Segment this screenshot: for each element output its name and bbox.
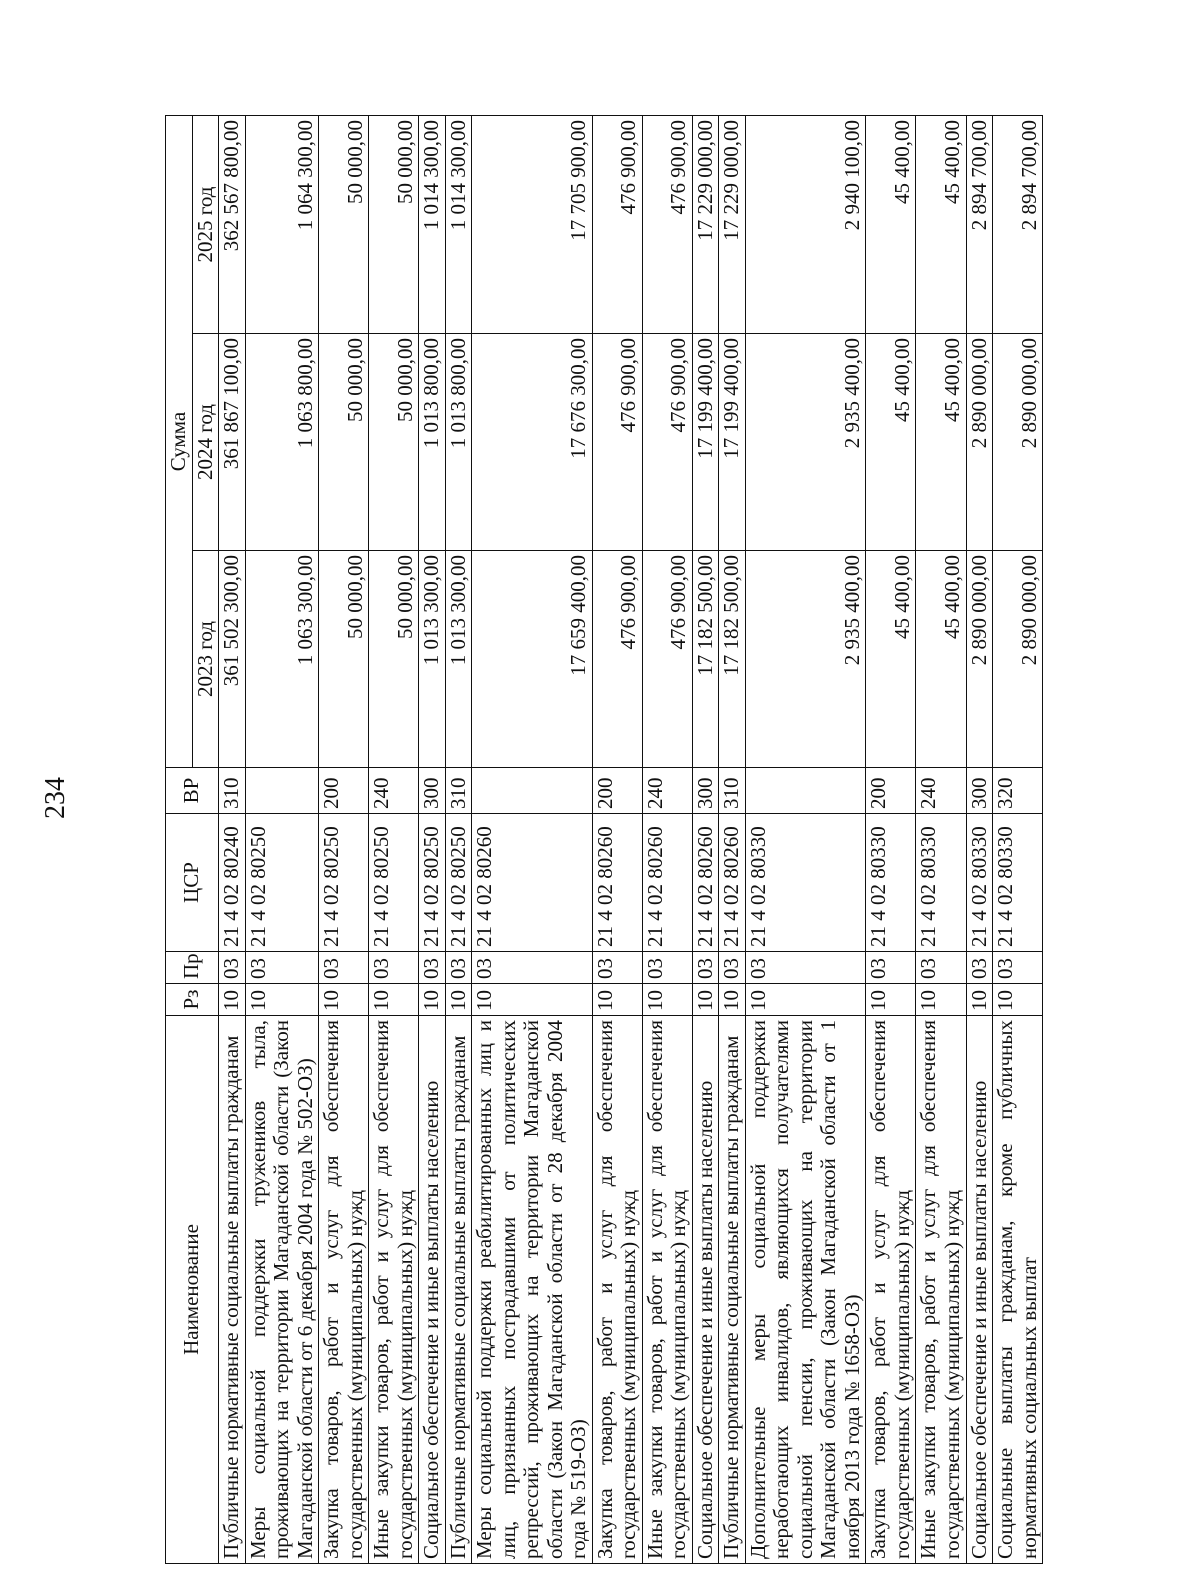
cell-csr: 21 4 02 80330	[866, 814, 916, 952]
cell-vr: 200	[592, 768, 642, 814]
cell-vr: 240	[642, 768, 692, 814]
cell-pr: 03	[866, 952, 916, 984]
budget-table	[165, 115, 1043, 1564]
cell-pr: 03	[472, 952, 593, 984]
cell-pr: 03	[445, 952, 472, 984]
cell-2024: 17 199 400,00	[719, 334, 746, 551]
cell-2024: 1 063 800,00	[245, 334, 319, 551]
header-rz: Рз	[166, 984, 219, 1016]
cell-rz: 10	[445, 984, 472, 1016]
cell-2024: 45 400,00	[866, 334, 916, 551]
table-row	[642, 115, 692, 1563]
cell-vr: 300	[966, 768, 993, 814]
cell-csr: 21 4 02 80260	[692, 814, 719, 952]
table-row	[866, 115, 916, 1563]
cell-rz: 10	[642, 984, 692, 1016]
cell-2024: 476 900,00	[592, 334, 642, 551]
cell-2024: 2 890 000,00	[966, 334, 993, 551]
cell-csr: 21 4 02 80260	[719, 814, 746, 952]
cell-2024: 50 000,00	[369, 334, 419, 551]
cell-rz: 10	[916, 984, 966, 1016]
table-row	[993, 115, 1043, 1563]
cell-2023: 17 182 500,00	[692, 551, 719, 768]
cell-pr: 03	[592, 952, 642, 984]
cell-csr: 21 4 02 80260	[472, 814, 593, 952]
table-row	[369, 115, 419, 1563]
cell-2023: 2 935 400,00	[745, 551, 866, 768]
cell-name: Дополнительные меры социальной поддержки неработающих инвалидов, являющихся получателями социальной пенсии, проживающих на территории Магаданской области (Закон Магаданской области от 1 ноября 2013 года № 1658-ОЗ)	[745, 1016, 866, 1564]
table-row	[319, 115, 369, 1563]
cell-pr: 03	[692, 952, 719, 984]
cell-rz: 10	[692, 984, 719, 1016]
table-row	[916, 115, 966, 1563]
cell-2023: 50 000,00	[369, 551, 419, 768]
header-pr: Пр	[166, 952, 219, 984]
cell-vr: 240	[369, 768, 419, 814]
cell-rz: 10	[319, 984, 369, 1016]
cell-name: Публичные нормативные социальные выплаты гражданам	[719, 1016, 746, 1564]
cell-2024: 2 890 000,00	[993, 334, 1043, 551]
cell-2024: 17 199 400,00	[692, 334, 719, 551]
table-row	[745, 115, 866, 1563]
table-row	[472, 115, 593, 1563]
cell-2025: 1 014 300,00	[445, 115, 472, 333]
cell-2024: 361 867 100,00	[219, 334, 246, 551]
cell-2023: 476 900,00	[642, 551, 692, 768]
cell-csr: 21 4 02 80250	[319, 814, 369, 952]
cell-vr	[472, 768, 593, 814]
cell-2024: 50 000,00	[319, 334, 369, 551]
cell-2025: 45 400,00	[916, 115, 966, 333]
cell-2023: 1 013 300,00	[419, 551, 446, 768]
header-row	[166, 115, 193, 1563]
header-year-2024: 2024 год	[192, 334, 219, 551]
cell-csr: 21 4 02 80330	[745, 814, 866, 952]
cell-2025: 362 567 800,00	[219, 115, 246, 333]
cell-2025: 1 064 300,00	[245, 115, 319, 333]
cell-vr	[245, 768, 319, 814]
cell-name: Меры социальной поддержки реабилитированных лиц и лиц, признанных пострадавшими от политических репрессий, проживающих на территории Магаданской области (Закон Магаданской области от 28 декабря 2004 года № 519-ОЗ)	[472, 1016, 593, 1564]
cell-2025: 45 400,00	[866, 115, 916, 333]
table-row	[692, 115, 719, 1563]
cell-2025: 476 900,00	[592, 115, 642, 333]
table-row	[445, 115, 472, 1563]
header-vr: ВР	[166, 768, 219, 814]
cell-name: Иные закупки товаров, работ и услуг для обеспечения государственных (муниципальных) нужд	[642, 1016, 692, 1564]
cell-2025: 50 000,00	[319, 115, 369, 333]
cell-2023: 45 400,00	[916, 551, 966, 768]
cell-2025: 2 894 700,00	[993, 115, 1043, 333]
cell-csr: 21 4 02 80260	[592, 814, 642, 952]
cell-vr	[745, 768, 866, 814]
cell-vr: 310	[219, 768, 246, 814]
cell-name: Иные закупки товаров, работ и услуг для обеспечения государственных (муниципальных) нужд	[369, 1016, 419, 1564]
cell-name: Закупка товаров, работ и услуг для обеспечения государственных (муниципальных) нужд	[592, 1016, 642, 1564]
cell-name: Социальные выплаты гражданам, кроме публичных нормативных социальных выплат	[993, 1016, 1043, 1564]
cell-2025: 17 229 000,00	[719, 115, 746, 333]
cell-2023: 17 659 400,00	[472, 551, 593, 768]
cell-csr: 21 4 02 80330	[993, 814, 1043, 952]
cell-2025: 17 705 900,00	[472, 115, 593, 333]
cell-vr: 310	[719, 768, 746, 814]
cell-rz: 10	[966, 984, 993, 1016]
cell-2024: 1 013 800,00	[419, 334, 446, 551]
header-sum: Сумма	[166, 115, 193, 767]
cell-rz: 10	[245, 984, 319, 1016]
cell-2023: 17 182 500,00	[719, 551, 746, 768]
cell-name: Социальное обеспечение и иные выплаты населению	[419, 1016, 446, 1564]
cell-2023: 1 013 300,00	[445, 551, 472, 768]
table-row	[419, 115, 446, 1563]
table-row	[245, 115, 319, 1563]
cell-vr: 200	[319, 768, 369, 814]
cell-2025: 50 000,00	[369, 115, 419, 333]
cell-name: Социальное обеспечение и иные выплаты населению	[966, 1016, 993, 1564]
cell-2025: 1 014 300,00	[419, 115, 446, 333]
cell-2023: 476 900,00	[592, 551, 642, 768]
cell-vr: 200	[866, 768, 916, 814]
cell-pr: 03	[219, 952, 246, 984]
cell-rz: 10	[472, 984, 593, 1016]
cell-2025: 476 900,00	[642, 115, 692, 333]
cell-pr: 03	[642, 952, 692, 984]
table-body	[219, 115, 1043, 1563]
cell-vr: 310	[445, 768, 472, 814]
cell-rz: 10	[369, 984, 419, 1016]
cell-name: Социальное обеспечение и иные выплаты населению	[692, 1016, 719, 1564]
cell-csr: 21 4 02 80240	[219, 814, 246, 952]
cell-name: Меры социальной поддержки тружеников тыла, проживающих на территории Магаданской области (Закон Магаданской области от 6 декабря 2004 года № 502-ОЗ)	[245, 1016, 319, 1564]
cell-rz: 10	[719, 984, 746, 1016]
table-row	[219, 115, 246, 1563]
cell-2023: 50 000,00	[319, 551, 369, 768]
cell-pr: 03	[916, 952, 966, 984]
cell-2024: 45 400,00	[916, 334, 966, 551]
cell-2025: 2 894 700,00	[966, 115, 993, 333]
cell-2023: 45 400,00	[866, 551, 916, 768]
cell-pr: 03	[745, 952, 866, 984]
table-row	[592, 115, 642, 1563]
cell-csr: 21 4 02 80250	[245, 814, 319, 952]
cell-2024: 17 676 300,00	[472, 334, 593, 551]
cell-pr: 03	[993, 952, 1043, 984]
cell-pr: 03	[245, 952, 319, 984]
cell-2025: 17 229 000,00	[692, 115, 719, 333]
cell-name: Публичные нормативные социальные выплаты гражданам	[445, 1016, 472, 1564]
cell-rz: 10	[419, 984, 446, 1016]
cell-vr: 300	[419, 768, 446, 814]
cell-pr: 03	[966, 952, 993, 984]
cell-2023: 2 890 000,00	[966, 551, 993, 768]
cell-vr: 300	[692, 768, 719, 814]
cell-rz: 10	[993, 984, 1043, 1016]
cell-rz: 10	[745, 984, 866, 1016]
cell-2023: 1 063 300,00	[245, 551, 319, 768]
header-year-2023: 2023 год	[192, 551, 219, 768]
page-number: 234	[40, 777, 71, 819]
cell-csr: 21 4 02 80250	[419, 814, 446, 952]
cell-csr: 21 4 02 80330	[916, 814, 966, 952]
cell-2024: 1 013 800,00	[445, 334, 472, 551]
header-name: Наименование	[166, 1016, 219, 1564]
cell-name: Публичные нормативные социальные выплаты гражданам	[219, 1016, 246, 1564]
cell-vr: 320	[993, 768, 1043, 814]
cell-2024: 476 900,00	[642, 334, 692, 551]
cell-2023: 2 890 000,00	[993, 551, 1043, 768]
table-row	[966, 115, 993, 1563]
header-year-2025: 2025 год	[192, 115, 219, 333]
cell-vr: 240	[916, 768, 966, 814]
cell-csr: 21 4 02 80250	[445, 814, 472, 952]
cell-name: Иные закупки товаров, работ и услуг для обеспечения государственных (муниципальных) нужд	[916, 1016, 966, 1564]
table-row	[719, 115, 746, 1563]
cell-rz: 10	[592, 984, 642, 1016]
cell-2025: 2 940 100,00	[745, 115, 866, 333]
cell-pr: 03	[369, 952, 419, 984]
cell-csr: 21 4 02 80250	[369, 814, 419, 952]
cell-2024: 2 935 400,00	[745, 334, 866, 551]
header-csr: ЦСР	[166, 814, 219, 952]
cell-pr: 03	[719, 952, 746, 984]
cell-csr: 21 4 02 80260	[642, 814, 692, 952]
cell-pr: 03	[419, 952, 446, 984]
cell-name: Закупка товаров, работ и услуг для обеспечения государственных (муниципальных) нужд	[319, 1016, 369, 1564]
cell-name: Закупка товаров, работ и услуг для обеспечения государственных (муниципальных) нужд	[866, 1016, 916, 1564]
cell-2023: 361 502 300,00	[219, 551, 246, 768]
cell-rz: 10	[219, 984, 246, 1016]
cell-pr: 03	[319, 952, 369, 984]
cell-rz: 10	[866, 984, 916, 1016]
cell-csr: 21 4 02 80330	[966, 814, 993, 952]
